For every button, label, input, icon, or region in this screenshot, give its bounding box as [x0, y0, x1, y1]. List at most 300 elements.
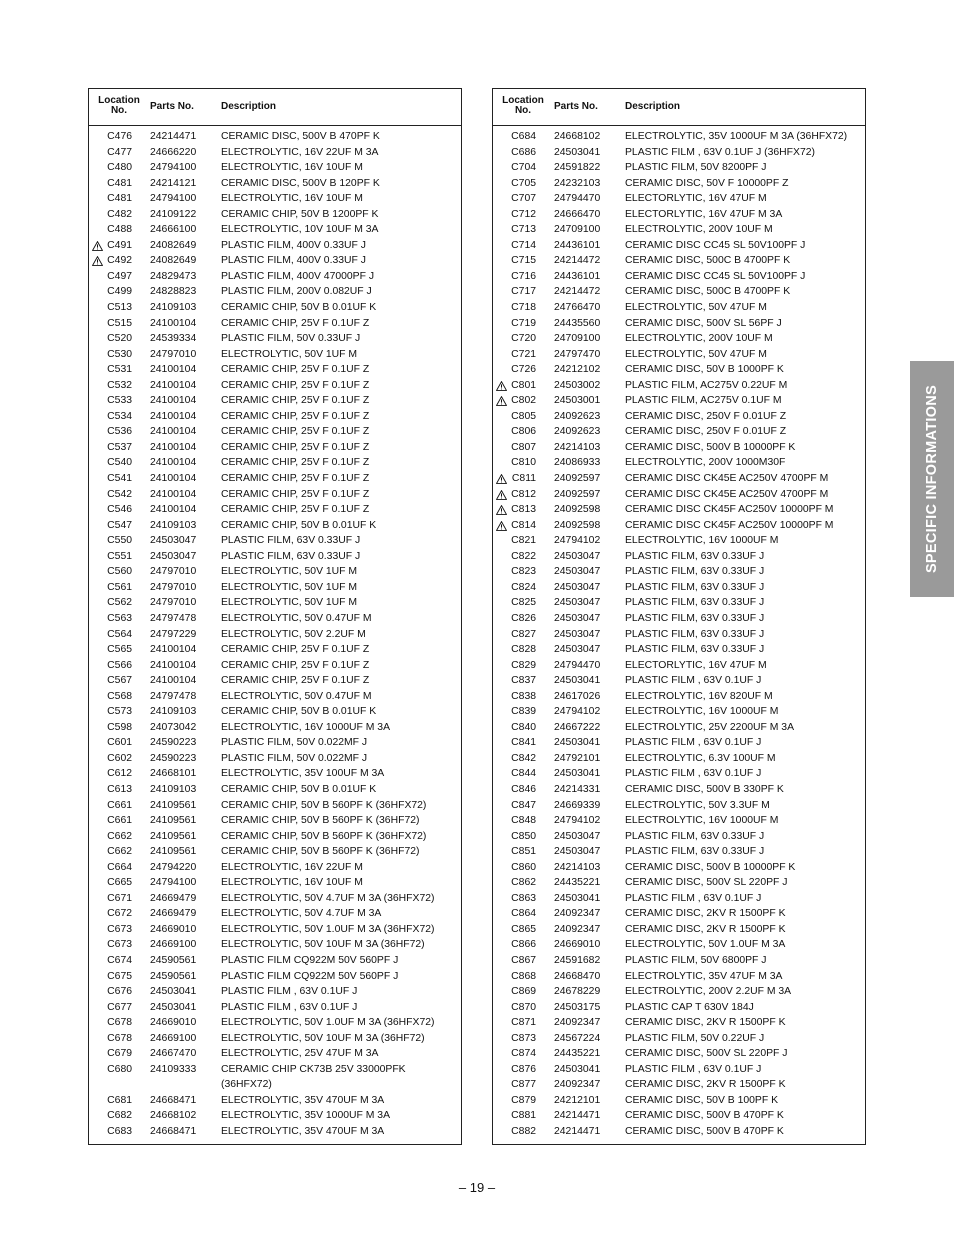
description: ELECTROLYTIC, 50V 10UF M 3A (36HF72) — [221, 939, 425, 951]
parts-no: 24666220 — [150, 146, 197, 158]
location-no: C564 — [107, 628, 132, 640]
table-row — [89, 455, 461, 471]
location-no: C476 — [107, 131, 132, 142]
table-row — [493, 409, 865, 425]
table-row — [89, 813, 461, 829]
description: PLASTIC FILM, AC275V 0.1UF M — [625, 395, 782, 407]
parts-no: 24797229 — [150, 628, 197, 640]
description: CERAMIC CHIP, 25V F 0.1UF Z — [221, 488, 370, 500]
location-no: C870 — [511, 1001, 536, 1013]
location-no: C568 — [107, 690, 132, 702]
table-row — [493, 176, 865, 192]
location-no: C871 — [511, 1017, 536, 1029]
parts-no: 24503041 — [554, 892, 601, 904]
description: PLASTIC FILM , 63V 0.1UF J — [221, 986, 358, 998]
parts-no: 24092598 — [554, 504, 601, 516]
location-no: C542 — [107, 488, 132, 500]
parts-no: 24766470 — [554, 302, 601, 314]
parts-no: 24503001 — [554, 395, 601, 407]
table-row — [89, 533, 461, 549]
location-no: C862 — [511, 877, 536, 889]
parts-no: 24086933 — [554, 457, 601, 469]
parts-no: 24669010 — [554, 939, 601, 951]
parts-no: 24073042 — [150, 721, 197, 733]
parts-no: 24828823 — [150, 286, 197, 298]
description: CERAMIC DISC, 500V B 470PF K — [625, 1126, 784, 1137]
location-no: C707 — [511, 193, 536, 205]
table-row — [493, 1062, 865, 1078]
parts-no: 24212101 — [554, 1094, 601, 1106]
location-no: C560 — [107, 566, 132, 578]
table-row — [493, 393, 865, 409]
location-no: C676 — [107, 986, 132, 998]
table-row — [89, 145, 461, 161]
description: ELECTROLYTIC, 35V 1000UF M 3A — [221, 1110, 391, 1122]
table-row — [493, 207, 865, 223]
parts-no: 24214471 — [150, 131, 197, 142]
parts-no: 24109103 — [150, 302, 197, 314]
location-no: C824 — [511, 581, 536, 593]
table-row — [89, 300, 461, 316]
table-row — [493, 440, 865, 456]
parts-no: 24109122 — [150, 208, 197, 220]
description: CERAMIC CHIP, 50V B 1200PF K — [221, 208, 379, 220]
table-row — [493, 533, 865, 549]
table-row — [89, 1000, 461, 1016]
table-row — [89, 487, 461, 503]
location-no: C822 — [511, 550, 536, 562]
location-no: C534 — [107, 410, 132, 422]
table-row — [493, 549, 865, 565]
table-row — [89, 782, 461, 798]
parts-no: 24797470 — [554, 348, 601, 360]
table-row — [89, 424, 461, 440]
location-no: C847 — [511, 799, 536, 811]
table-row — [89, 378, 461, 394]
location-no: C481 — [107, 177, 132, 189]
location-no: C715 — [511, 255, 536, 267]
location-no: C686 — [511, 146, 536, 158]
parts-no: 24092597 — [554, 473, 601, 485]
table-row — [89, 658, 461, 674]
location-no: C873 — [511, 1032, 536, 1044]
parts-no: 24669339 — [554, 799, 601, 811]
table-row — [493, 300, 865, 316]
parts-no: 24794100 — [150, 162, 197, 174]
location-no: C491 — [107, 239, 132, 251]
table-row — [493, 922, 865, 938]
location-no: C807 — [511, 441, 536, 453]
location-no: C683 — [107, 1126, 132, 1137]
description: ELECTROLYTIC, 16V 1000UF M — [625, 815, 779, 827]
description: ELECTROLYTIC, 16V 10UF M — [221, 877, 363, 889]
parts-no: 24590561 — [150, 954, 197, 966]
table-row — [89, 253, 461, 269]
parts-no: 24092598 — [554, 519, 601, 531]
parts-no: 24503175 — [554, 1001, 601, 1013]
table-row — [89, 611, 461, 627]
description: PLASTIC FILM , 63V 0.1UF J — [625, 1063, 762, 1075]
parts-no: 24109561 — [150, 846, 197, 858]
parts-no: 24794220 — [150, 861, 197, 873]
description: CERAMIC CHIP, 25V F 0.1UF Z — [221, 410, 370, 422]
parts-no: 24503047 — [554, 597, 601, 609]
table-row — [89, 347, 461, 363]
table-row — [493, 906, 865, 922]
location-no: C865 — [511, 923, 536, 935]
table-row — [89, 595, 461, 611]
location-no: C821 — [511, 535, 536, 547]
parts-no: 24100104 — [150, 457, 197, 469]
location-no: C713 — [511, 224, 536, 236]
description: PLASTIC FILM, 50V 0.33UF J — [221, 333, 361, 345]
parts-no: 24082649 — [150, 239, 197, 251]
description: CERAMIC DISC, 500C B 4700PF K — [625, 286, 791, 298]
location-no: C705 — [511, 177, 536, 189]
description: ELECTORLYTIC, 16V 47UF M — [625, 659, 767, 671]
location-no: C563 — [107, 612, 132, 624]
table-row — [89, 860, 461, 876]
location-no: C868 — [511, 970, 536, 982]
location-no: C805 — [511, 410, 536, 422]
description: PLASTIC FILM, 50V 6800PF J — [625, 954, 767, 966]
description: CERAMIC DISC, 500V B 330PF K — [625, 783, 784, 795]
parts-no: 24669479 — [150, 908, 197, 920]
table-row — [493, 937, 865, 953]
table-row — [493, 611, 865, 627]
parts-no: 24794100 — [150, 877, 197, 889]
table-row — [89, 969, 461, 985]
parts-no: 24092347 — [554, 1079, 601, 1091]
description: PLASTIC FILM , 63V 0.1UF J — [625, 675, 762, 687]
table-row — [493, 844, 865, 860]
description: PLASTIC FILM CQ922M 50V 560PF J — [221, 954, 399, 966]
description: CERAMIC DISC CK45E AC250V 4700PF M — [625, 488, 829, 500]
location-no: C850 — [511, 830, 536, 842]
location-no: C499 — [107, 286, 132, 298]
table-row — [493, 969, 865, 985]
table-row — [493, 316, 865, 332]
description: PLASTIC FILM , 63V 0.1UF J — [221, 1001, 358, 1013]
parts-no: 24669100 — [150, 939, 197, 951]
description: CERAMIC DISC, 250V F 0.01UF Z — [625, 410, 787, 422]
header-parts-no: Parts No. — [150, 101, 194, 112]
description: ELECTROLYTIC, 50V 0.47UF M — [221, 690, 372, 702]
description: PLASTIC FILM , 63V 0.1UF J — [625, 892, 762, 904]
description: CERAMIC DISC CC45 SL 50V100PF J — [625, 239, 806, 251]
parts-no: 24214121 — [150, 177, 197, 189]
description: CERAMIC CHIP, 25V F 0.1UF Z — [221, 659, 370, 671]
description: ELECTROLYTIC, 50V 10UF M 3A (36HF72) — [221, 1032, 425, 1044]
parts-no: 24100104 — [150, 488, 197, 500]
parts-no: 24668471 — [150, 1126, 197, 1137]
parts-no: 24797010 — [150, 581, 197, 593]
table-row — [89, 751, 461, 767]
table-row — [493, 860, 865, 876]
location-no: C823 — [511, 566, 536, 578]
parts-no: 24668102 — [554, 131, 601, 142]
location-no: C481 — [107, 193, 132, 205]
parts-no: 24092597 — [554, 488, 601, 500]
description: CERAMIC DISC, 500V SL 56PF J — [625, 317, 782, 329]
parts-no: 24590223 — [150, 752, 197, 764]
parts-no: 24214471 — [554, 1126, 601, 1137]
description: CERAMIC CHIP, 25V F 0.1UF Z — [221, 504, 370, 516]
table-row — [89, 316, 461, 332]
description: CERAMIC CHIP, 25V F 0.1UF Z — [221, 644, 370, 656]
table-row — [89, 129, 461, 145]
parts-no: 24436101 — [554, 270, 601, 282]
location-no: C567 — [107, 675, 132, 687]
parts-no: 24109103 — [150, 706, 197, 718]
table-body — [493, 126, 865, 1140]
location-no: C717 — [511, 286, 536, 298]
location-no: C546 — [107, 504, 132, 516]
parts-no: 24503047 — [554, 830, 601, 842]
location-no: C829 — [511, 659, 536, 671]
header-location: Location No. — [98, 95, 140, 116]
parts-no: 24678229 — [554, 986, 601, 998]
table-header — [89, 89, 461, 126]
location-no: C541 — [107, 473, 132, 485]
table-row — [493, 238, 865, 254]
description: PLASTIC FILM, AC275V 0.22UF M — [625, 379, 788, 391]
parts-no: 24794102 — [554, 706, 601, 718]
description: CERAMIC CHIP, 25V F 0.1UF Z — [221, 473, 370, 485]
description: CERAMIC DISC, 2KV R 1500PF K — [625, 1017, 786, 1029]
parts-no: 24214472 — [554, 286, 601, 298]
description: CERAMIC DISC, 50V B 100PF K — [625, 1094, 779, 1106]
table-row — [89, 798, 461, 814]
location-no: C679 — [107, 1048, 132, 1060]
table-row — [493, 891, 865, 907]
description: CERAMIC CHIP, 50V B 0.01UF K — [221, 519, 377, 531]
parts-no: 24503047 — [554, 581, 601, 593]
table-row — [493, 1046, 865, 1062]
location-no: C869 — [511, 986, 536, 998]
location-no: C671 — [107, 892, 132, 904]
parts-no: 24794102 — [554, 815, 601, 827]
table-row — [493, 766, 865, 782]
parts-no: 24591682 — [554, 954, 601, 966]
location-no: C520 — [107, 333, 132, 345]
location-no: C719 — [511, 317, 536, 329]
description: ELECTROLYTIC, 200V 1000M30F — [625, 457, 786, 469]
table-row — [493, 269, 865, 285]
description: ELECTROLYTIC, 35V 470UF M 3A — [221, 1094, 385, 1106]
table-row — [493, 720, 865, 736]
parts-no: 24709100 — [554, 224, 601, 236]
parts-no: 24092623 — [554, 410, 601, 422]
description: CERAMIC DISC, 2KV R 1500PF K — [625, 908, 786, 920]
table-row — [493, 160, 865, 176]
parts-no: 24435560 — [554, 317, 601, 329]
description: CERAMIC DISC, 2KV R 1500PF K — [625, 923, 786, 935]
description: PLASTIC FILM, 50V 8200PF J — [625, 162, 767, 174]
parts-no: 24590223 — [150, 737, 197, 749]
description: ELECTORLYTIC, 16V 47UF M 3A — [625, 208, 783, 220]
description: ELECTROLYTIC, 50V 4.7UF M 3A (36HFX72) — [221, 892, 435, 904]
description: CERAMIC CHIP, 25V F 0.1UF Z — [221, 441, 370, 453]
table-row — [493, 1077, 865, 1093]
parts-no: 24100104 — [150, 395, 197, 407]
parts-no: 24503041 — [554, 675, 601, 687]
table-row — [89, 518, 461, 534]
location-no: C863 — [511, 892, 536, 904]
table-row — [493, 580, 865, 596]
description: ELECTROLYTIC, 50V 1UF M — [221, 581, 358, 593]
parts-no: 24797010 — [150, 566, 197, 578]
table-row — [89, 642, 461, 658]
location-no: C874 — [511, 1048, 536, 1060]
location-no: C678 — [107, 1017, 132, 1029]
location-no: C846 — [511, 783, 536, 795]
parts-no: 24591822 — [554, 162, 601, 174]
parts-no: 24503041 — [554, 737, 601, 749]
table-row — [89, 984, 461, 1000]
location-no: C806 — [511, 426, 536, 438]
parts-no: 24503047 — [554, 550, 601, 562]
location-no: C661 — [107, 799, 132, 811]
table-row — [493, 595, 865, 611]
parts-no: 24503047 — [554, 566, 601, 578]
location-no: C842 — [511, 752, 536, 764]
table-row — [89, 673, 461, 689]
location-no: C720 — [511, 333, 536, 345]
table-row — [89, 627, 461, 643]
description: CERAMIC CHIP, 25V F 0.1UF Z — [221, 457, 370, 469]
location-no: C492 — [107, 255, 132, 267]
description: ELECTROLYTIC, 50V 2.2UF M — [221, 628, 366, 640]
table-row — [89, 1062, 461, 1093]
description: PLASTIC FILM , 63V 0.1UF J — [625, 737, 762, 749]
table-row — [89, 549, 461, 565]
description: ELECTROLYTIC, 50V 1.0UF M 3A (36HFX72) — [221, 1017, 435, 1029]
table-row — [89, 1031, 461, 1047]
page-number: – 19 – — [458, 1180, 496, 1195]
location-no: C801 — [511, 379, 536, 391]
table-row — [493, 689, 865, 705]
location-no: C879 — [511, 1094, 536, 1106]
location-no: C672 — [107, 908, 132, 920]
description: ELECTROLYTIC, 50V 3.3UF M — [625, 799, 770, 811]
description: PLASTIC FILM, 63V 0.33UF J — [625, 597, 765, 609]
table-row — [493, 798, 865, 814]
location-no: C674 — [107, 954, 132, 966]
location-no: C838 — [511, 690, 536, 702]
table-row — [89, 222, 461, 238]
table-row — [493, 191, 865, 207]
table-row — [493, 1124, 865, 1140]
table-row — [89, 875, 461, 891]
location-no: C726 — [511, 364, 536, 376]
parts-no: 24109561 — [150, 815, 197, 827]
description: PLASTIC FILM, 400V 47000PF J — [221, 270, 375, 282]
table-row — [493, 145, 865, 161]
table-row — [89, 362, 461, 378]
location-no: C602 — [107, 752, 132, 764]
parts-no: 24797010 — [150, 348, 197, 360]
location-no: C551 — [107, 550, 132, 562]
location-no: C866 — [511, 939, 536, 951]
description: ELECTROLYTIC, 35V 47UF M 3A — [625, 970, 783, 982]
table-row — [493, 284, 865, 300]
location-no: C550 — [107, 535, 132, 547]
table-row — [493, 331, 865, 347]
location-no: C536 — [107, 426, 132, 438]
description: ELECTROLYTIC, 35V 1000UF M 3A (36HFX72) — [625, 131, 848, 142]
location-no: C533 — [107, 395, 132, 407]
table-row — [493, 502, 865, 518]
table-row — [493, 673, 865, 689]
parts-no: 24100104 — [150, 675, 197, 687]
table-row — [493, 347, 865, 363]
parts-no: 24109103 — [150, 519, 197, 531]
parts-no: 24797478 — [150, 612, 197, 624]
parts-no: 24668470 — [554, 970, 601, 982]
description: ELECTROLYTIC, 200V 10UF M — [625, 224, 773, 236]
location-no: C802 — [511, 395, 536, 407]
description: PLASTIC FILM, 50V 0.022MF J — [221, 737, 368, 749]
parts-no: 24214472 — [554, 255, 601, 267]
location-no: C664 — [107, 861, 132, 873]
table-row — [493, 424, 865, 440]
header-description: Description — [625, 101, 681, 112]
description: CERAMIC DISC, 50V F 10000PF Z — [625, 177, 789, 189]
location-no: C531 — [107, 364, 132, 376]
location-no: C864 — [511, 908, 536, 920]
table-row — [89, 238, 461, 254]
location-no: C813 — [511, 504, 536, 516]
location-no: C712 — [511, 208, 536, 220]
location-no: C612 — [107, 768, 132, 780]
parts-no: 24092347 — [554, 908, 601, 920]
table-row — [493, 1108, 865, 1124]
location-no: C662 — [107, 830, 132, 842]
description: CERAMIC DISC, 500V SL 220PF J — [625, 1048, 788, 1060]
table-row — [89, 564, 461, 580]
parts-no: 24590561 — [150, 970, 197, 982]
parts-no: 24503047 — [150, 535, 197, 547]
description: ELECTROLYTIC, 25V 2200UF M 3A — [625, 721, 795, 733]
description: PLASTIC FILM , 63V 0.1UF J (36HFX72) — [625, 146, 815, 158]
location-no: C811 — [511, 473, 536, 485]
table-row — [89, 844, 461, 860]
table-row — [493, 378, 865, 394]
description: CERAMIC DISC CK45F AC250V 10000PF M — [625, 519, 834, 531]
location-no: C848 — [511, 815, 536, 827]
description: ELECTROLYTIC, 35V 100UF M 3A — [221, 768, 385, 780]
location-no: C673 — [107, 923, 132, 935]
table-row — [89, 471, 461, 487]
description: PLASTIC FILM, 400V 0.33UF J — [221, 255, 366, 267]
location-no: C814 — [511, 519, 536, 531]
table-row — [89, 1015, 461, 1031]
description: ELECTROLYTIC, 50V 47UF M — [625, 302, 767, 314]
parts-no: 24667222 — [554, 721, 601, 733]
parts-no: 24669100 — [150, 1032, 197, 1044]
location-no: C867 — [511, 954, 536, 966]
location-no: C844 — [511, 768, 536, 780]
parts-no: 24503041 — [150, 986, 197, 998]
description: CERAMIC DISC, 500V SL 220PF J — [625, 877, 788, 889]
table-row — [89, 269, 461, 285]
description: CERAMIC CHIP, 50V B 560PF K (36HF72) — [221, 846, 420, 858]
parts-no: 24669010 — [150, 1017, 197, 1029]
description: PLASTIC CAP T 630V 184J — [625, 1001, 754, 1013]
table-row — [493, 518, 865, 534]
parts-no: 24668101 — [150, 768, 197, 780]
